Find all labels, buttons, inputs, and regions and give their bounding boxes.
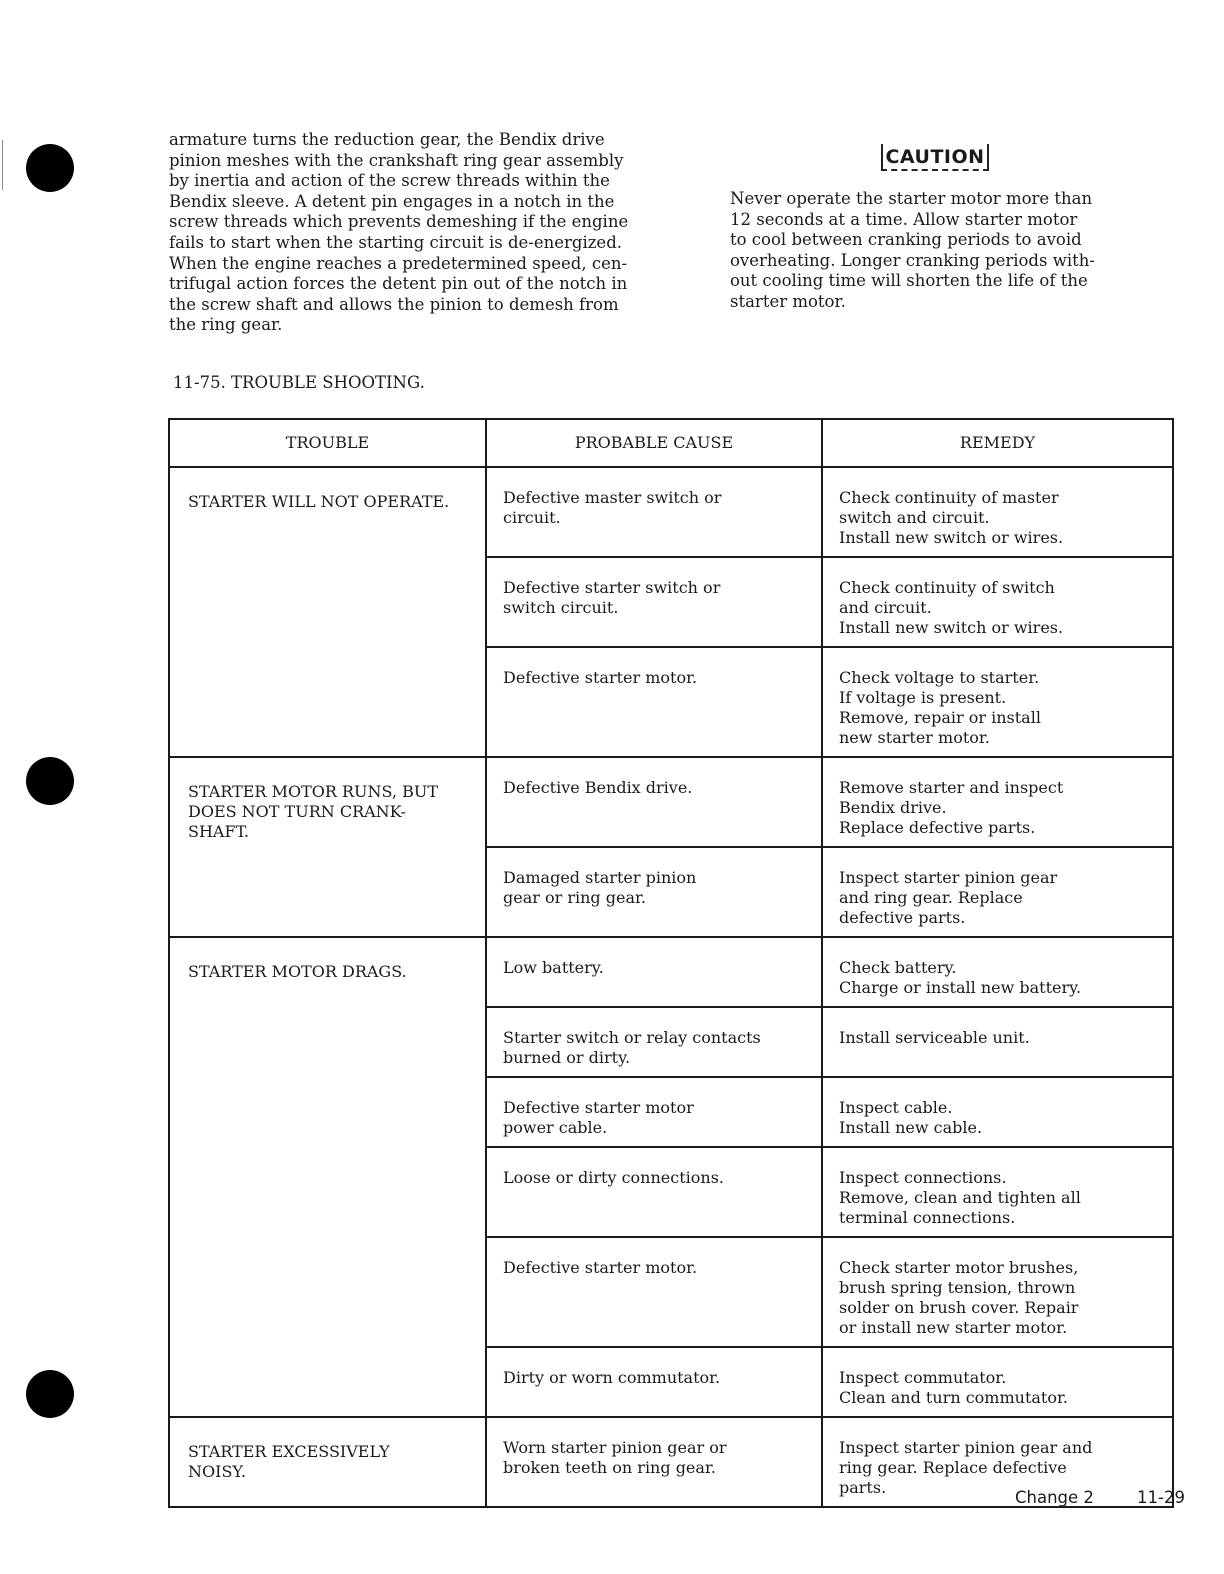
caution-text: Never operate the starter motor more than 12 seconds at a time. Allow starter motor to cool between cranking periods to avoid overheating. Longer cranking periods with- out cooling time will shorten the life of the starter motor. [730,189,1095,311]
table-row [169,937,1173,1007]
remedy-cell: Check continuity of master switch and circuit. Install new switch or wires. [822,467,1173,557]
remedy-cell: Inspect starter pinion gear and ring gear. Replace defective parts. [822,847,1173,937]
remedy-cell: Check battery. Charge or install new battery. [822,937,1173,1007]
remedy-cell: Check continuity of switch and circuit. Install new switch or wires. [822,557,1173,647]
trouble-cell: STARTER MOTOR DRAGS. [169,937,486,1417]
cause-cell: Worn starter pinion gear or broken teeth on ring gear. [486,1417,822,1507]
cause-cell: Low battery. [486,937,822,1007]
cause-cell: Defective starter motor. [486,1237,822,1347]
table-header-row [169,419,1173,467]
trouble-cell: STARTER WILL NOT OPERATE. [169,467,486,757]
remedy-cell: Inspect commutator. Clean and turn commutator. [822,1347,1173,1417]
remedy-cell: Inspect connections. Remove, clean and tighten all terminal connections. [822,1147,1173,1237]
cause-cell: Defective Bendix drive. [486,757,822,847]
margin-mark [2,140,3,190]
body-paragraph: armature turns the reduction gear, the Bendix drive pinion meshes with the crankshaft ring gear assembly by inertia and action of the screw threads within the Bendix sleeve. A detent pin engages in a notch in the screw threads which prevents demeshing if the engine fails to start when the starting circuit is de-energized. When the engine reaches a predetermined speed, cen- trifugal action forces the detent pin out of the notch in the screw shaft and allows the pinion to demesh from the ring gear. [169,130,629,335]
cause-cell: Dirty or worn commutator. [486,1347,822,1417]
remedy-cell: Check starter motor brushes, brush spring tension, thrown solder on brush cover. Repair or install new starter motor. [822,1237,1173,1347]
header-probable-cause: PROBABLE CAUSE [486,419,822,467]
cause-cell: Starter switch or relay contacts burned or dirty. [486,1007,822,1077]
table-row [169,467,1173,557]
remedy-cell: Remove starter and inspect Bendix drive. Replace defective parts. [822,757,1173,847]
remedy-cell: Check voltage to starter. If voltage is present. Remove, repair or install new starter motor. [822,647,1173,757]
cause-cell: Defective starter switch or switch circuit. [486,557,822,647]
page-number: 11-29 [1137,1488,1185,1507]
troubleshooting-table [168,418,1174,1508]
cause-cell: Damaged starter pinion gear or ring gear. [486,847,822,937]
trouble-cell: STARTER EXCESSIVELY NOISY. [169,1417,486,1507]
remedy-cell: Inspect cable. Install new cable. [822,1077,1173,1147]
trouble-cell: STARTER MOTOR RUNS, BUT DOES NOT TURN CRANK- SHAFT. [169,757,486,937]
cause-cell: Loose or dirty connections. [486,1147,822,1237]
remedy-cell: Inspect starter pinion gear and ring gear. Replace defective parts. [822,1417,1173,1507]
header-remedy: REMEDY [822,419,1173,467]
binder-hole-bottom [26,1370,74,1418]
table-row [169,757,1173,847]
binder-hole-top [26,144,74,192]
remedy-cell: Install serviceable unit. [822,1007,1173,1077]
cause-cell: Defective starter motor. [486,647,822,757]
header-trouble: TROUBLE [169,419,486,467]
caution-block [730,144,1140,313]
caution-title: CAUTION [881,144,989,171]
section-title: 11-75. TROUBLE SHOOTING. [173,373,425,392]
binder-hole-middle [26,757,74,805]
cause-cell: Defective starter motor power cable. [486,1077,822,1147]
change-label: Change 2 [1015,1488,1094,1507]
cause-cell: Defective master switch or circuit. [486,467,822,557]
